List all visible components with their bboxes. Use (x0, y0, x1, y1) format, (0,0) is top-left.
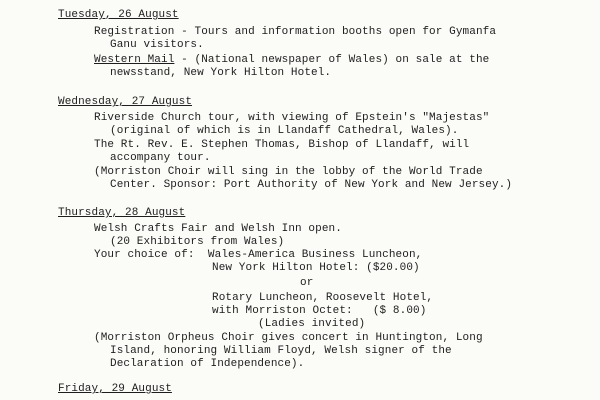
event-line: (Ladies invited) (258, 318, 366, 330)
event-line: New York Hilton Hotel: ($20.00) (212, 262, 420, 274)
day-heading-wednesday: Wednesday, 27 August (58, 96, 193, 108)
event-line: Center. Sponsor: Port Authority of New York and New Jersey.) (110, 179, 513, 191)
event-line-western-mail (94, 54, 489, 67)
event-line: Your choice of: Wales-America Business Luncheon, (94, 249, 423, 261)
event-line: Island, honoring William Floyd, Welsh signer of the (110, 345, 452, 357)
day-heading-friday: Friday, 29 August (58, 383, 172, 395)
event-line: (Morriston Choir will sing in the lobby of the World Trade (94, 166, 483, 178)
event-line: (20 Exhibitors from Wales) (110, 236, 285, 248)
event-line: with Morriston Octet: ($ 8.00) (212, 305, 427, 317)
event-line: newsstand, New York Hilton Hotel. (110, 67, 332, 79)
event-line: Ganu visitors. (110, 39, 204, 51)
event-line: Declaration of Independence). (110, 358, 305, 370)
day-heading-tuesday: Tuesday, 26 August (58, 9, 179, 21)
event-line-text: - (National newspaper of Wales) on sale at the (174, 54, 490, 66)
event-line: Rotary Luncheon, Roosevelt Hotel, (212, 292, 434, 304)
newspaper-name: Western Mail (94, 54, 175, 66)
event-line: accompany tour. (110, 152, 211, 164)
event-line: Registration - Tours and information booths open for Gymanfa (94, 26, 497, 38)
event-line: The Rt. Rev. E. Stephen Thomas, Bishop of Llandaff, will (94, 139, 470, 151)
event-line: or (300, 277, 314, 289)
day-heading-thursday: Thursday, 28 August (58, 207, 186, 219)
event-line: (original of which is in Llandaff Cathedral, Wales). (110, 125, 459, 137)
event-line: Riverside Church tour, with viewing of Epstein's "Majestas" (94, 112, 490, 124)
event-line: (Morriston Orpheus Choir gives concert in Huntington, Long (94, 332, 483, 344)
event-line: Welsh Crafts Fair and Welsh Inn open. (94, 223, 342, 235)
